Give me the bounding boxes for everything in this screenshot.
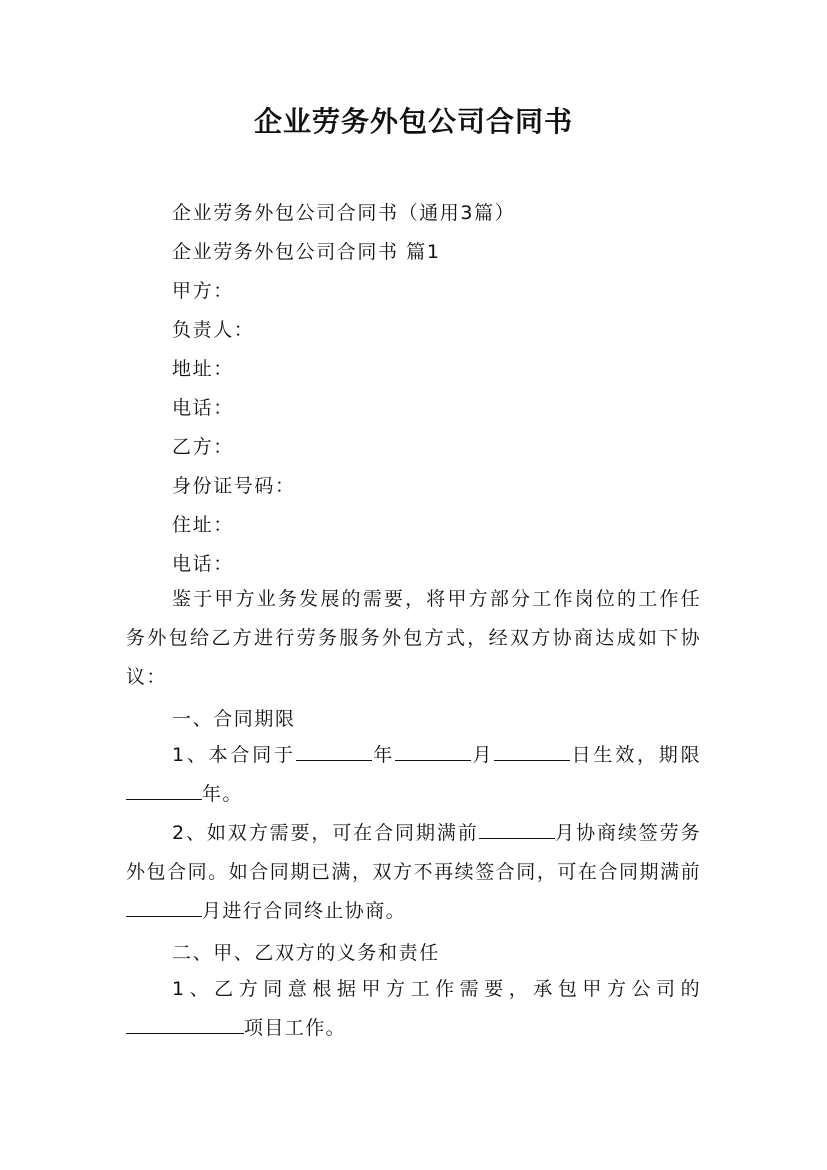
section-heading: 企业劳务外包公司合同书 篇1 bbox=[172, 241, 441, 263]
intro-paragraph: 鉴于甲方业务发展的需要，将甲方部分工作岗位的工作任务外包给乙方进行劳务服务外包方式，经双方协商达成如下协议： bbox=[126, 588, 701, 688]
field-id-number: 身份证号码： bbox=[172, 475, 296, 497]
blank-line bbox=[296, 742, 372, 761]
clause-1-text-5: 年。 bbox=[202, 783, 243, 805]
clause-1-text-2: 年 bbox=[371, 744, 396, 766]
blank-line bbox=[395, 742, 471, 761]
blank-line bbox=[479, 820, 555, 839]
clause-1-text-1: 1、本合同于 bbox=[172, 744, 296, 766]
clause-1 bbox=[126, 736, 701, 814]
clause-1-text-3: 月 bbox=[471, 744, 495, 766]
clause-3 bbox=[126, 970, 701, 1048]
clause-2 bbox=[126, 814, 701, 931]
section-2-title: 二、甲、乙双方的义务和责任 bbox=[172, 942, 440, 964]
blank-line bbox=[126, 1015, 244, 1034]
field-phone-a: 电话： bbox=[172, 397, 234, 419]
field-phone-b: 电话： bbox=[172, 553, 234, 575]
blank-line bbox=[126, 781, 202, 800]
document-title: 企业劳务外包公司合同书 bbox=[253, 105, 573, 138]
field-residence: 住址： bbox=[172, 514, 234, 536]
clause-2-text-3: 月进行合同终止协商。 bbox=[202, 900, 407, 922]
clause-3-text-1: 1、乙方同意根据甲方工作需要，承包甲方公司的 bbox=[172, 978, 701, 1000]
clause-3-text-2: 项目工作。 bbox=[244, 1017, 347, 1039]
section-1-title: 一、合同期限 bbox=[172, 708, 296, 730]
field-party-b: 乙方： bbox=[172, 436, 234, 458]
field-party-a: 甲方： bbox=[172, 280, 234, 302]
blank-line bbox=[494, 742, 570, 761]
clause-2-text-2: 月协商续签劳务外包合同。如合同期已满，双方不再续签合同，可在合同期满前 bbox=[126, 822, 701, 883]
clause-1-text-4: 日生效，期限 bbox=[570, 744, 701, 766]
field-address: 地址： bbox=[172, 358, 234, 380]
document-subtitle: 企业劳务外包公司合同书（通用3篇） bbox=[172, 202, 516, 224]
field-responsible-person: 负责人： bbox=[172, 319, 255, 341]
clause-2-text-1: 2、如双方需要，可在合同期满前 bbox=[172, 822, 479, 844]
blank-line bbox=[126, 898, 202, 917]
